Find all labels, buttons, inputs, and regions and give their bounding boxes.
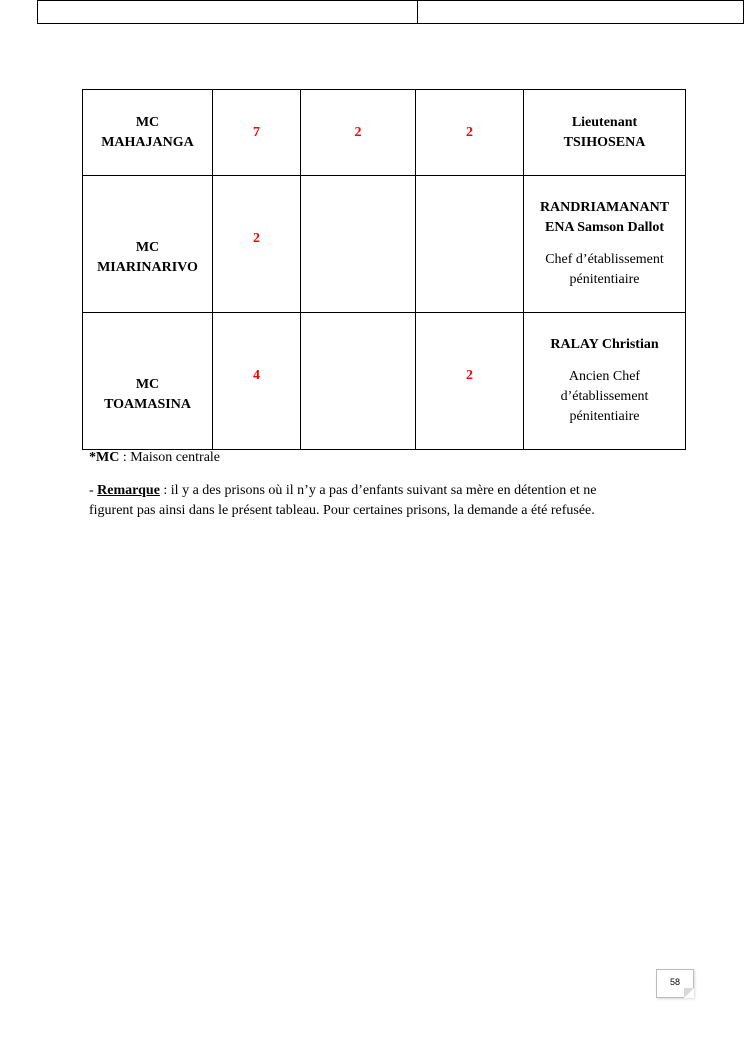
institution-cell: MC MIARINARIVO — [83, 176, 213, 313]
remark-paragraph: - Remarque : il y a des prisons où il n’y a pas d’enfants suivant sa mère en détention et ne figurent pas ainsi dans le présent tableau. Pour certaines prisons, la demande a été refusée. — [89, 483, 597, 518]
count-cell: 2 — [301, 90, 416, 176]
footnote-text: : Maison centrale — [119, 450, 221, 465]
responsible-cell — [524, 176, 686, 313]
count-cell: 2 — [213, 176, 301, 313]
footnote-abbr: *MC — [89, 450, 120, 465]
responsible-name: RALAY Christian — [550, 337, 659, 352]
prison-table — [82, 89, 686, 450]
institution-cell: MC TOAMASINA — [83, 313, 213, 450]
page-fold-icon — [684, 988, 694, 998]
table-row — [83, 90, 686, 176]
table-row — [83, 313, 686, 450]
table-row — [83, 176, 686, 313]
responsible-cell — [524, 313, 686, 450]
responsible-role: Chef d’établissement pénitentiaire — [545, 252, 664, 287]
count-cell: 2 — [416, 313, 524, 450]
responsible-cell — [524, 90, 686, 176]
count-cell: 2 — [416, 90, 524, 176]
count-cell: 7 — [213, 90, 301, 176]
responsible-role: Ancien Chef d’établissement pénitentiaire — [560, 369, 649, 424]
top-table-fragment — [37, 0, 744, 24]
count-cell: 4 — [213, 313, 301, 450]
count-cell — [301, 313, 416, 450]
footnote — [89, 448, 220, 468]
responsible-name: RANDRIAMANANT ENA Samson Dallot — [539, 200, 670, 235]
page-number: 58 — [656, 969, 694, 998]
top-table-cell — [418, 1, 744, 24]
remark-label: Remarque — [97, 483, 160, 498]
count-cell — [301, 176, 416, 313]
responsible-name: Lieutenant TSIHOSENA — [563, 114, 646, 150]
institution-cell: MC MAHAJANGA — [83, 90, 213, 176]
count-cell — [416, 176, 524, 313]
top-table-cell — [38, 1, 418, 24]
